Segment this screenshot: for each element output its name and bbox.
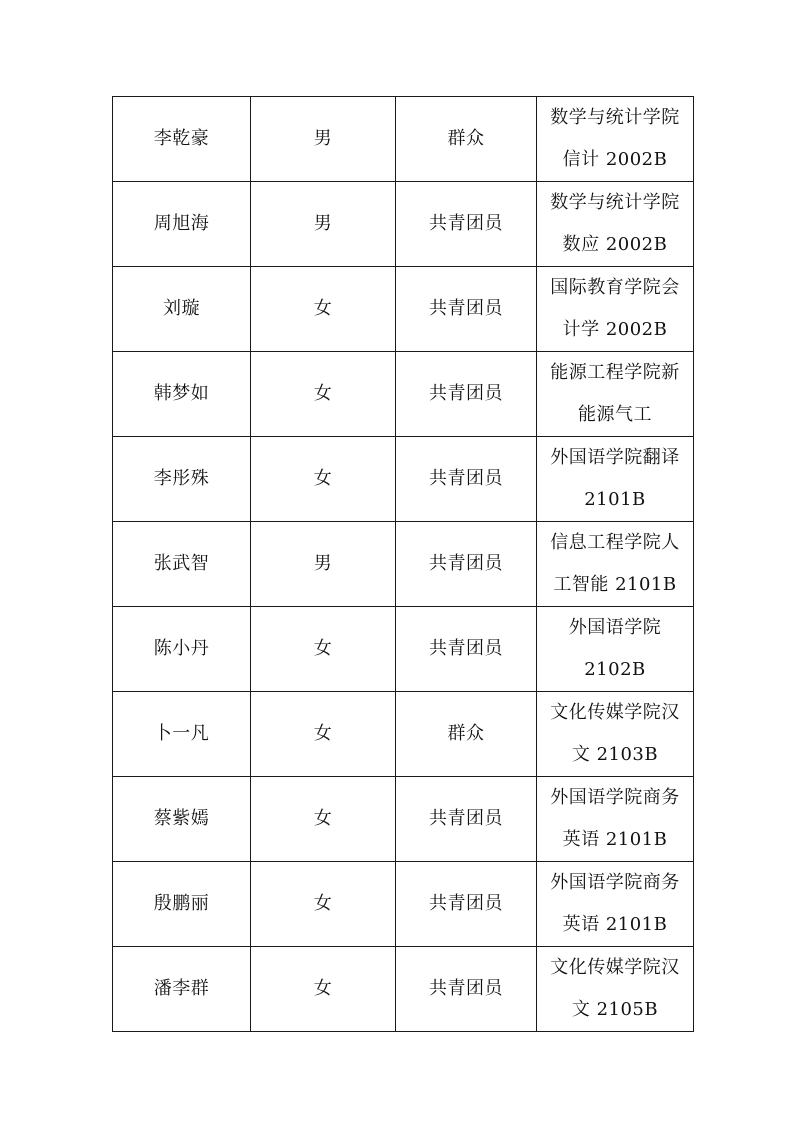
department-cell	[537, 352, 694, 437]
department-line: 文 2105B	[571, 999, 659, 1020]
name-cell: 卜一凡	[113, 692, 251, 777]
gender-cell: 女	[251, 692, 396, 777]
gender-cell: 男	[251, 522, 396, 607]
name-cell: 潘李群	[113, 947, 251, 1032]
name-cell: 蔡紫嫣	[113, 777, 251, 862]
gender-cell: 女	[251, 777, 396, 862]
department-line: 计学 2002B	[562, 319, 668, 340]
political-status-cell: 共青团员	[396, 267, 537, 352]
student-roster-table	[112, 96, 694, 1032]
department-line: 信计 2002B	[562, 149, 668, 170]
department-line: 英语 2101B	[562, 829, 668, 850]
roster-body	[113, 97, 694, 1032]
department-cell	[537, 182, 694, 267]
department-line: 外国语学院商务	[550, 872, 680, 893]
department-cell	[537, 777, 694, 862]
gender-cell: 女	[251, 947, 396, 1032]
political-status-cell: 共青团员	[396, 522, 537, 607]
department-cell	[537, 267, 694, 352]
department-line: 数学与统计学院	[550, 192, 680, 213]
name-cell: 殷鹏丽	[113, 862, 251, 947]
department-cell	[537, 607, 694, 692]
table-row	[113, 267, 694, 352]
political-status-cell: 共青团员	[396, 437, 537, 522]
department-line: 2101B	[584, 489, 646, 510]
department-line: 外国语学院翻译	[550, 447, 680, 468]
political-status-cell: 共青团员	[396, 777, 537, 862]
name-cell: 陈小丹	[113, 607, 251, 692]
department-line: 信息工程学院人	[550, 532, 680, 553]
political-status-cell: 群众	[396, 97, 537, 182]
department-line: 数应 2002B	[562, 234, 668, 255]
table-row	[113, 777, 694, 862]
gender-cell: 女	[251, 607, 396, 692]
name-cell: 刘璇	[113, 267, 251, 352]
table-row	[113, 692, 694, 777]
department-line: 文 2103B	[571, 744, 659, 765]
political-status-cell: 共青团员	[396, 182, 537, 267]
political-status-cell: 共青团员	[396, 862, 537, 947]
name-cell: 周旭海	[113, 182, 251, 267]
gender-cell: 男	[251, 97, 396, 182]
table-row	[113, 182, 694, 267]
department-cell	[537, 97, 694, 182]
political-status-cell: 共青团员	[396, 947, 537, 1032]
department-cell	[537, 437, 694, 522]
table-row	[113, 437, 694, 522]
gender-cell: 女	[251, 437, 396, 522]
department-cell	[537, 947, 694, 1032]
department-line: 文化传媒学院汉	[550, 957, 680, 978]
table-row	[113, 97, 694, 182]
department-cell	[537, 522, 694, 607]
department-cell	[537, 862, 694, 947]
political-status-cell: 共青团员	[396, 607, 537, 692]
gender-cell: 女	[251, 267, 396, 352]
gender-cell: 男	[251, 182, 396, 267]
gender-cell: 女	[251, 352, 396, 437]
department-line: 英语 2101B	[562, 914, 668, 935]
name-cell: 韩梦如	[113, 352, 251, 437]
table-row	[113, 862, 694, 947]
department-line: 2102B	[584, 659, 646, 680]
department-line: 工智能 2101B	[553, 574, 677, 595]
table-row	[113, 522, 694, 607]
political-status-cell: 共青团员	[396, 352, 537, 437]
political-status-cell: 群众	[396, 692, 537, 777]
table-row	[113, 607, 694, 692]
department-line: 外国语学院商务	[550, 787, 680, 808]
department-line: 能源工程学院新	[550, 362, 680, 383]
department-line: 能源气工	[578, 404, 652, 425]
department-line: 外国语学院	[568, 617, 662, 638]
department-cell	[537, 692, 694, 777]
department-line: 数学与统计学院	[550, 107, 680, 128]
name-cell: 李乾豪	[113, 97, 251, 182]
department-line: 国际教育学院会	[550, 277, 680, 298]
gender-cell: 女	[251, 862, 396, 947]
table-row	[113, 947, 694, 1032]
table-row	[113, 352, 694, 437]
department-line: 文化传媒学院汉	[550, 702, 680, 723]
name-cell: 张武智	[113, 522, 251, 607]
name-cell: 李彤殊	[113, 437, 251, 522]
